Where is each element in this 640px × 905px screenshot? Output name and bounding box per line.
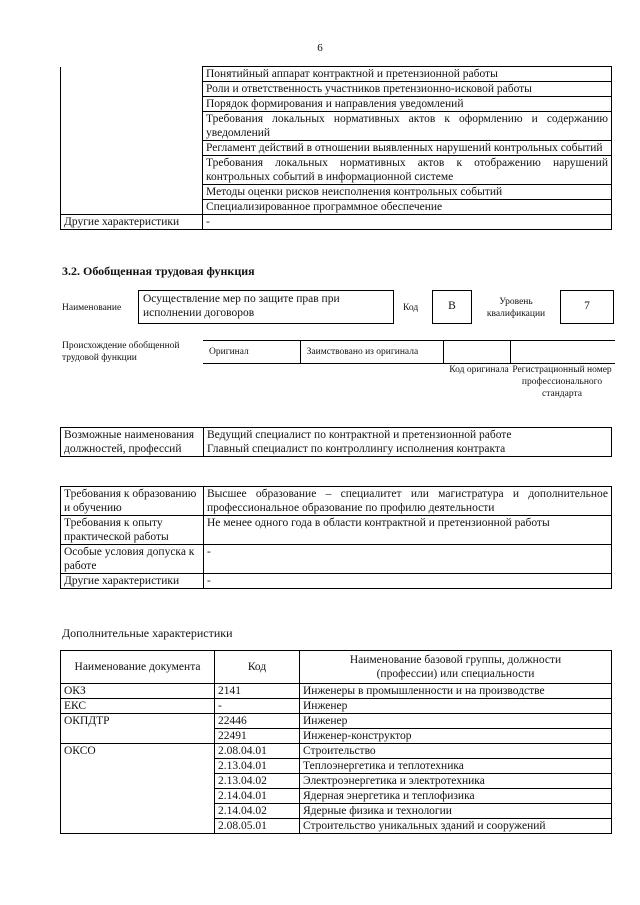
row-name: Инженер-конструктор bbox=[300, 729, 612, 744]
section-title: 3.2. Обобщенная трудовая функция bbox=[62, 264, 255, 278]
row-code: 22491 bbox=[215, 729, 300, 744]
row-code: 2.08.05.01 bbox=[215, 819, 300, 834]
requirement-label: Требования к образованию и обучению bbox=[61, 487, 204, 516]
knowledge-item: Требования локальных нормативных актов к отображению нарушений контрольных событий в информационной системе bbox=[203, 156, 612, 185]
level-label: Уровень квалификации bbox=[486, 297, 546, 319]
row-name: Теплоэнергетика и теплотехника bbox=[300, 759, 612, 774]
name-label: Наименование bbox=[62, 303, 122, 313]
requirement-label: Другие характеристики bbox=[61, 574, 204, 589]
code-caption: Код оригинала bbox=[449, 365, 509, 375]
registration-caption: Регистрационный номер профессионального стандарта bbox=[512, 365, 612, 399]
positions-table bbox=[60, 427, 612, 457]
knowledge-table bbox=[60, 66, 612, 230]
positions-label: Возможные наименования должностей, профессий bbox=[61, 428, 204, 457]
code-label: Код bbox=[403, 303, 419, 313]
knowledge-item: Регламент действий в отношении выявленных нарушений контрольных событий bbox=[203, 141, 612, 156]
row-name: Ядерная энергетика и теплофизика bbox=[300, 789, 612, 804]
row-code: 2.14.04.02 bbox=[215, 804, 300, 819]
row-name: Строительство уникальных зданий и сооружений bbox=[300, 819, 612, 834]
row-code: 2.08.04.01 bbox=[215, 744, 300, 759]
requirement-label: Требования к опыту практической работы bbox=[61, 516, 204, 545]
additional-table bbox=[60, 650, 612, 834]
position-line: Ведущий специалист по контрактной и претензионной работе bbox=[207, 429, 512, 441]
requirement-value: Высшее образование – специалитет или магистратура и дополнительное профессиональное образование по профилю деятельности bbox=[204, 487, 612, 516]
header-code: Код bbox=[215, 651, 300, 684]
borrowed-cell: Заимствовано из оригинала bbox=[300, 341, 443, 364]
knowledge-item: Понятийный аппарат контрактной и претензионной работы bbox=[203, 67, 612, 82]
empty-label-cell bbox=[61, 67, 203, 215]
positions-values bbox=[204, 428, 612, 457]
knowledge-item: Методы оценки рисков неисполнения контрольных событий bbox=[203, 185, 612, 200]
page-number: 6 bbox=[317, 42, 323, 54]
row-name: Инженер bbox=[300, 714, 612, 729]
row-name: Электроэнергетика и электротехника bbox=[300, 774, 612, 789]
other-characteristics-label: Другие характеристики bbox=[61, 215, 203, 230]
original-code-cell bbox=[443, 341, 510, 364]
requirement-value: Не менее одного года в области контрактной и претензионной работы bbox=[204, 516, 612, 545]
position-line: Главный специалист по контроллингу исполнения контракта bbox=[207, 443, 506, 455]
level-box: 7 bbox=[560, 290, 614, 324]
header-doc: Наименование документа bbox=[61, 651, 215, 684]
row-code: - bbox=[215, 699, 300, 714]
row-code: 2.13.04.01 bbox=[215, 759, 300, 774]
origin-table bbox=[203, 340, 615, 364]
requirements-table bbox=[60, 486, 612, 589]
row-code: 22446 bbox=[215, 714, 300, 729]
header-name: Наименование базовой группы, должности (профессии) или специальности bbox=[300, 651, 612, 684]
requirement-value: - bbox=[204, 574, 612, 589]
row-code: 2.13.04.02 bbox=[215, 774, 300, 789]
row-doc: ОКСО bbox=[61, 744, 215, 834]
row-code: 2.14.04.01 bbox=[215, 789, 300, 804]
other-characteristics-value: - bbox=[203, 215, 612, 230]
additional-title: Дополнительные характеристики bbox=[62, 626, 233, 640]
knowledge-item: Специализированное программное обеспечение bbox=[203, 200, 612, 215]
row-name: Строительство bbox=[300, 744, 612, 759]
original-cell: Оригинал bbox=[209, 347, 249, 357]
row-doc: ОКПДТР bbox=[61, 714, 215, 744]
requirement-label: Особые условия допуска к работе bbox=[61, 545, 204, 574]
knowledge-item: Требования локальных нормативных актов к оформлению и содержанию уведомлений bbox=[203, 112, 612, 141]
origin-label: Происхождение обобщенной трудовой функции bbox=[62, 341, 180, 363]
row-name: Инженеры в промышленности и на производстве bbox=[300, 684, 612, 699]
row-doc: ЕКС bbox=[61, 699, 215, 714]
knowledge-item: Роли и ответственность участников претензионно-исковой работы bbox=[203, 82, 612, 97]
row-code: 2141 bbox=[215, 684, 300, 699]
row-name: Инженер bbox=[300, 699, 612, 714]
code-box: B bbox=[432, 290, 472, 324]
row-doc: ОКЗ bbox=[61, 684, 215, 699]
row-name: Ядерные физика и технологии bbox=[300, 804, 612, 819]
requirement-value: - bbox=[204, 545, 612, 574]
function-name-box: Осуществление мер по защите прав при исполнении договоров bbox=[138, 290, 394, 324]
knowledge-item: Порядок формирования и направления уведомлений bbox=[203, 97, 612, 112]
registration-number-cell bbox=[510, 341, 615, 364]
